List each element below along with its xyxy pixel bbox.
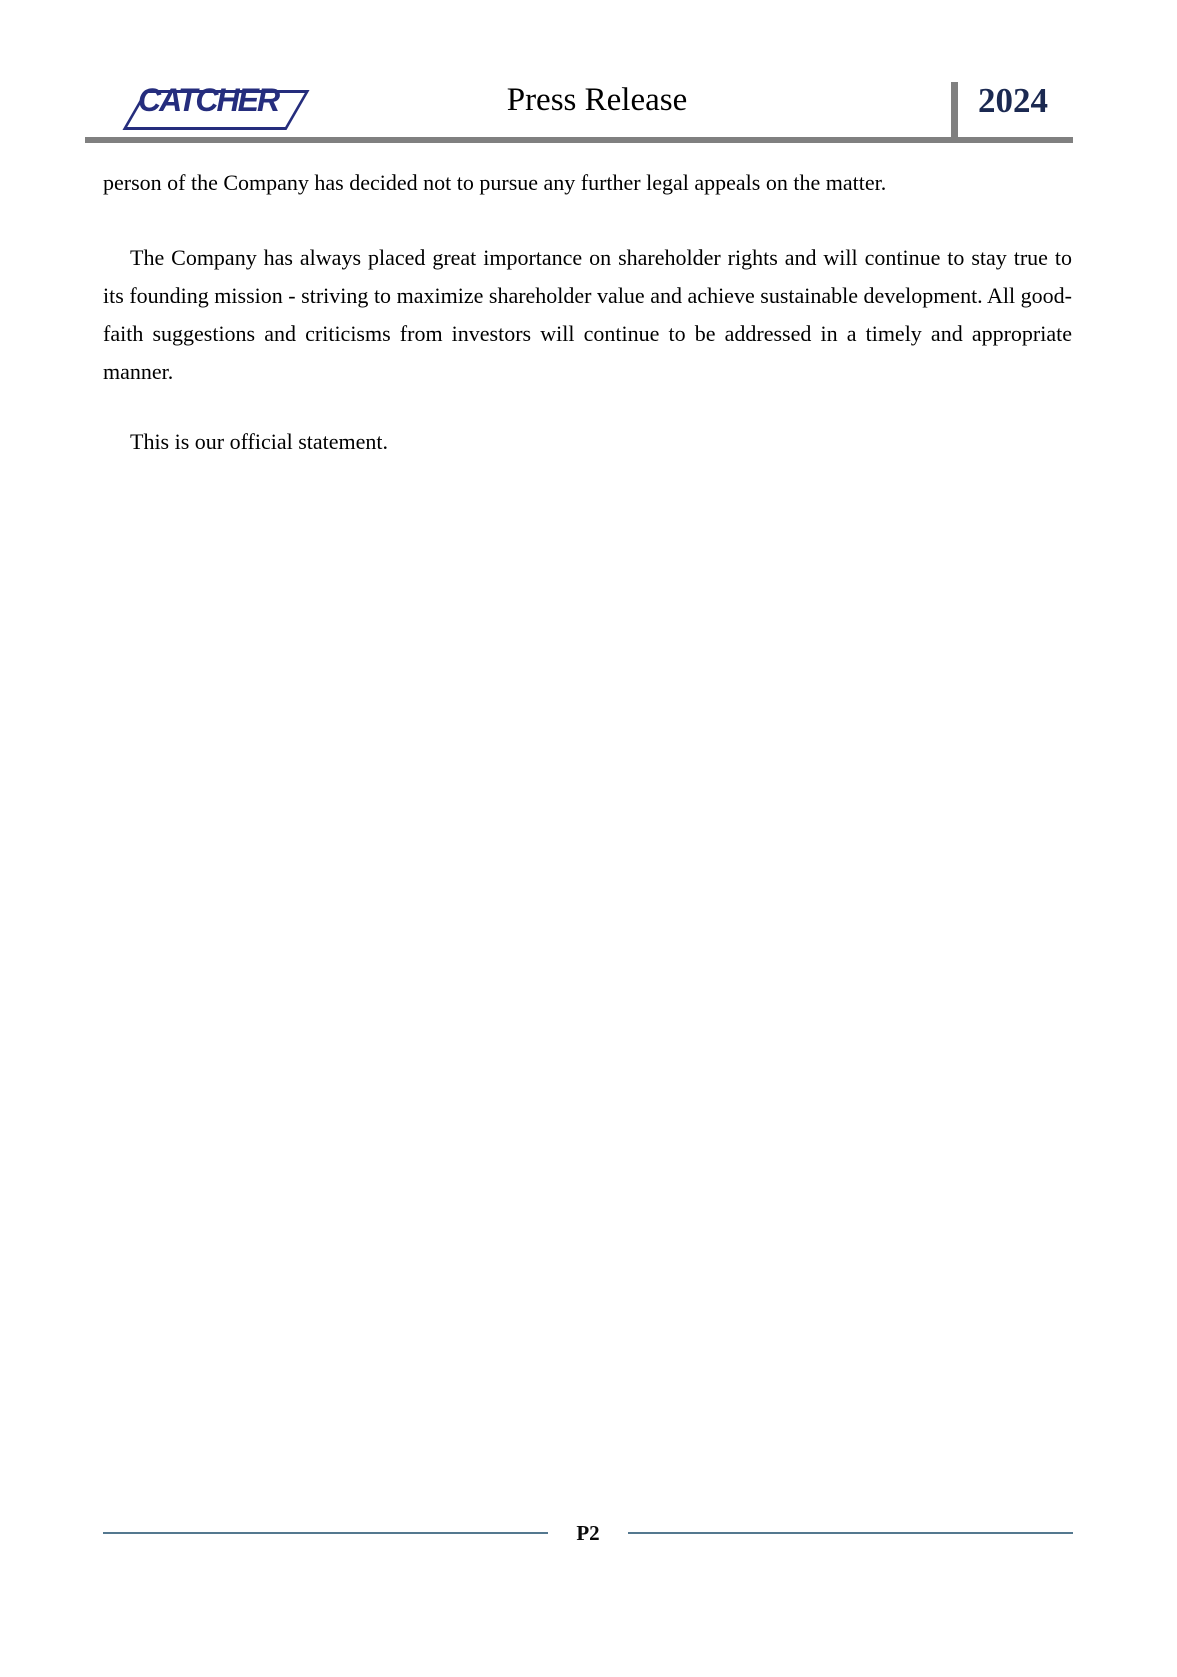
paragraph-continuation: person of the Company has decided not to pursue any further legal appeals on the matter.: [103, 170, 887, 195]
footer-rule-right: [628, 1532, 1073, 1534]
header-rule: [85, 137, 1073, 143]
page-header: [0, 0, 1177, 150]
page-number: P2: [576, 1521, 600, 1545]
page-title: Press Release: [506, 82, 688, 118]
footer-rule-left: [103, 1532, 548, 1534]
document-body: [103, 164, 1072, 461]
header-vertical-divider: [951, 82, 958, 143]
header-year: 2024: [978, 81, 1048, 120]
catcher-logo: [118, 74, 318, 130]
paragraph-closing: This is our official statement.: [130, 429, 389, 454]
page-footer: [103, 1518, 1073, 1548]
paragraph-main: The Company has always placed great importance on shareholder rights and will continue to stay true to its founding mission - striving to maximize shareholder value and achieve sustainable development. All good-faith suggestions and criticisms from investors will continue to be addressed in a timely and appropriate manner.: [103, 245, 1072, 384]
logo-wordmark: CATCHER: [138, 82, 279, 118]
